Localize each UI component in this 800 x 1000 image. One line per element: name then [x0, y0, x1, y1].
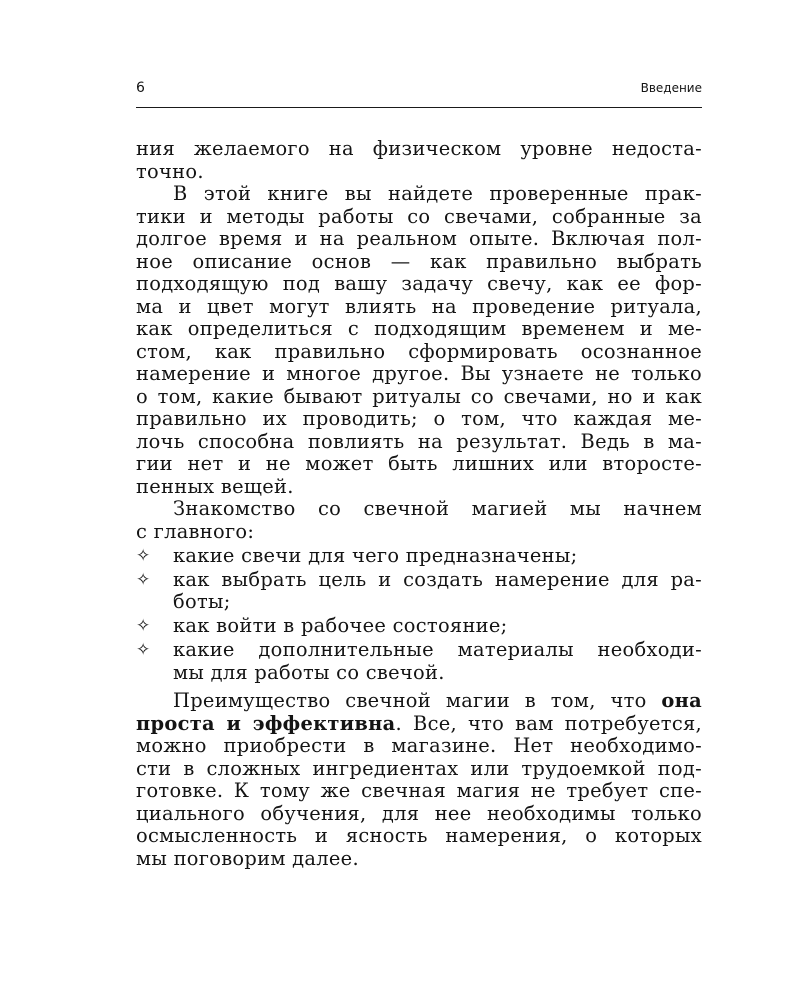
- header-rule: [136, 107, 702, 108]
- text-line: долгое время и на реальном опыте. Включая пол-: [136, 227, 702, 250]
- emphasis: проста и эффективна: [136, 711, 396, 735]
- sparkle-bullet-icon: ✧: [136, 545, 151, 566]
- text-line: готовке. К тому же свечная магия не требует спе-: [136, 779, 702, 802]
- text-line: Знакомство со свечной магией мы начнем: [173, 497, 702, 520]
- section-title: Введение: [640, 81, 702, 95]
- text-line: подходящую под вашу задачу свечу, как ее фор-: [136, 272, 702, 295]
- list-item: [136, 545, 702, 568]
- paragraph-3: [136, 498, 702, 543]
- text-line: лочь способна повлиять на результат. Ведь в ма-: [136, 429, 702, 453]
- text-line: осмысленность и ясность намерения, о которых: [136, 824, 702, 847]
- text-line: мы поговорим далее.: [136, 846, 359, 870]
- emphasis: она: [661, 689, 702, 712]
- page-number: 6: [136, 80, 145, 96]
- text-line: какие дополнительные материалы необходи-: [173, 638, 702, 661]
- text-line: намерение и многое другое. Вы узнаете не только: [136, 362, 702, 385]
- text-line: Преимущество свечной магии в том, что она: [173, 689, 702, 712]
- running-header: [136, 80, 702, 102]
- text-line: ма и цвет могут влиять на проведение ритуала,: [136, 294, 702, 318]
- sparkle-bullet-icon: ✧: [136, 569, 151, 590]
- list-item: [136, 569, 702, 614]
- bullet-list: [136, 545, 702, 685]
- text-line: проста и эффективна. Все, что вам потребуется,: [136, 711, 702, 735]
- text-line: как определиться с подходящим временем и ме-: [136, 317, 702, 340]
- text-line: какие свечи для чего предназначены;: [173, 543, 578, 567]
- text-line: сти в сложных ингредиентах или трудоемкой под-: [136, 756, 702, 780]
- body-text: [136, 138, 702, 870]
- text-line: ное описание основ — как правильно выбрать: [136, 249, 702, 273]
- text-line: о том, какие бывают ритуалы со свечами, но и как: [136, 384, 702, 408]
- paragraph-2: [136, 183, 702, 498]
- text-line: мы для работы со свечой.: [173, 660, 445, 684]
- list-item: [136, 639, 702, 684]
- text-line: гии нет и не может быть лишних или второсте-: [136, 452, 702, 475]
- text-line: как войти в рабочее состояние;: [173, 614, 508, 637]
- text-line: ния желаемого на физическом уровне недоста-: [136, 137, 702, 160]
- sparkle-bullet-icon: ✧: [136, 616, 151, 636]
- text-line: как выбрать цель и создать намерение для ра-: [173, 567, 702, 591]
- text-line: правильно их проводить; о том, что каждая ме-: [136, 407, 702, 430]
- text-line: стом, как правильно сформировать осознанное: [136, 339, 702, 363]
- text-line: точно.: [136, 159, 204, 183]
- text-line: можно приобрести в магазине. Нет необходимо-: [136, 734, 702, 757]
- paragraph-4: [136, 690, 702, 870]
- text-line: боты;: [173, 590, 231, 613]
- list-item: [136, 615, 702, 638]
- sparkle-bullet-icon: ✧: [136, 640, 151, 660]
- text-line: пенных вещей.: [136, 474, 294, 498]
- text-line: с главного:: [136, 519, 255, 543]
- paragraph-1: [136, 138, 702, 183]
- text-line: В этой книге вы найдете проверенные прак-: [173, 182, 702, 205]
- text-line: тики и методы работы со свечами, собранные за: [136, 204, 702, 228]
- text-line: циального обучения, для нее необходимы только: [136, 801, 702, 825]
